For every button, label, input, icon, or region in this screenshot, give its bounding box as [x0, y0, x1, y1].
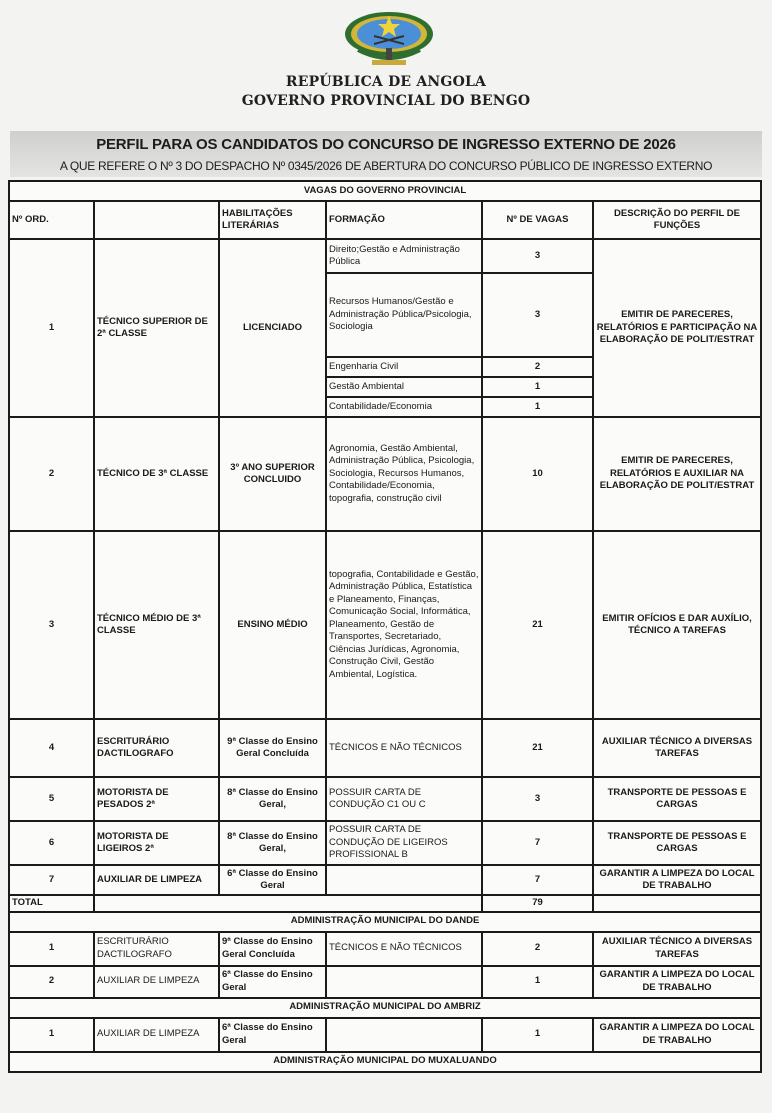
section-title: ADMINISTRAÇÃO MUNICIPAL DO AMBRIZ — [9, 998, 761, 1018]
row-habilitacoes: 8ª Classe do Ensino Geral, — [219, 777, 326, 821]
row-descricao: AUXILIAR TÉCNICO A DIVERSAS TAREFAS — [593, 719, 761, 777]
col-header-ord: Nº ORD. — [9, 201, 94, 239]
row-descricao: TRANSPORTE DE PESSOAS E CARGAS — [593, 821, 761, 865]
row-descricao: TRANSPORTE DE PESSOAS E CARGAS — [593, 777, 761, 821]
row-formacao: Gestão Ambiental — [326, 377, 482, 397]
row-categoria: TÉCNICO MÉDIO DE 3ª CLASSE — [94, 531, 219, 719]
section-header-provincial — [9, 181, 761, 201]
table-row — [9, 777, 761, 821]
row-formacao — [326, 1018, 482, 1052]
row-vagas: 21 — [482, 531, 593, 719]
total-empty — [593, 895, 761, 912]
document-title: PERFIL PARA OS CANDIDATOS DO CONCURSO DE INGRESSO EXTERNO DE 2026 — [96, 136, 676, 153]
row-vagas: 1 — [482, 966, 593, 998]
row-vagas: 7 — [482, 821, 593, 865]
row-vagas: 3 — [482, 777, 593, 821]
row-categoria: AUXILIAR DE LIMPEZA — [94, 966, 219, 998]
col-header-descricao: DESCRIÇÃO DO PERFIL DE FUNÇÕES — [593, 201, 761, 239]
row-vagas: 1 — [482, 1018, 593, 1052]
row-formacao: POSSUIR CARTA DE CONDUÇÃO C1 OU C — [326, 777, 482, 821]
table-row — [9, 417, 761, 531]
col-header-habilitacoes: HABILITAÇÕES LITERÁRIAS — [219, 201, 326, 239]
row-ord: 7 — [9, 865, 94, 895]
row-ord: 2 — [9, 417, 94, 531]
total-value: 79 — [482, 895, 593, 912]
section-title: VAGAS DO GOVERNO PROVINCIAL — [9, 181, 761, 201]
row-formacao: TÉCNICOS E NÃO TÉCNICOS — [326, 932, 482, 966]
government-name: GOVERNO PROVINCIAL DO BENGO — [241, 93, 531, 109]
row-categoria: TÉCNICO DE 3ª CLASSE — [94, 417, 219, 531]
row-habilitacoes: LICENCIADO — [219, 239, 326, 417]
row-habilitacoes: 3º ANO SUPERIOR CONCLUIDO — [219, 417, 326, 531]
row-formacao — [326, 966, 482, 998]
row-descricao: AUXILIAR TÉCNICO A DIVERSAS TAREFAS — [593, 932, 761, 966]
country-name: REPÚBLICA DE ANGOLA — [285, 74, 487, 90]
total-label: TOTAL — [9, 895, 94, 912]
row-descricao: GARANTIR A LIMPEZA DO LOCAL DE TRABALHO — [593, 1018, 761, 1052]
row-vagas: 21 — [482, 719, 593, 777]
row-ord: 4 — [9, 719, 94, 777]
column-header-row — [9, 201, 761, 239]
col-header-formacao: FORMAÇÃO — [326, 201, 482, 239]
col-header-categoria — [94, 201, 219, 239]
row-ord: 1 — [9, 239, 94, 417]
total-row — [9, 895, 761, 912]
row-vagas: 1 — [482, 377, 593, 397]
row-habilitacoes: 8ª Classe do Ensino Geral, — [219, 821, 326, 865]
row-vagas: 2 — [482, 357, 593, 377]
row-ord: 5 — [9, 777, 94, 821]
row-ord: 2 — [9, 966, 94, 998]
total-spacer — [94, 895, 482, 912]
row-descricao: GARANTIR A LIMPEZA DO LOCAL DE TRABALHO — [593, 966, 761, 998]
section-header-muxaluando — [9, 1052, 761, 1072]
row-vagas: 7 — [482, 865, 593, 895]
table-row — [9, 865, 761, 895]
row-categoria: MOTORISTA DE PESADOS 2ª — [94, 777, 219, 821]
row-ord: 3 — [9, 531, 94, 719]
table-row — [9, 821, 761, 865]
row-formacao: POSSUIR CARTA DE CONDUÇÃO DE LIGEIROS PROFISSIONAL B — [326, 821, 482, 865]
candidate-profile-table — [8, 180, 762, 1073]
row-categoria: ESCRITURÁRIO DACTILOGRAFO — [94, 932, 219, 966]
row-habilitacoes: 9ª Classe do Ensino Geral Concluída — [219, 932, 326, 966]
row-formacao: topografia, Contabilidade e Gestão, Administração Pública, Estatística e Planeamento, Finanças, Comunicação Social, Informática, Planeamento, Gestão de Transportes, Secretariado, Ciências Jurídicas, Agronomia, Construção Civil, Gestão Ambiental, Logística. — [326, 531, 482, 719]
row-vagas: 3 — [482, 273, 593, 357]
document-subtitle: A QUE REFERE O Nº 3 DO DESPACHO Nº 0345/2026 DE ABERTURA DO CONCURSO PÚBLICO DE INGRESSO EXTERNO — [59, 159, 713, 173]
row-formacao — [326, 865, 482, 895]
row-habilitacoes: 9ª Classe do Ensino Geral Concluída — [219, 719, 326, 777]
row-ord: 1 — [9, 1018, 94, 1052]
row-formacao: Agronomia, Gestão Ambiental, Administração Pública, Psicologia, Sociologia, Recursos Humanos, Contabilidade/Economia, topografia, construção civil — [326, 417, 482, 531]
table-row — [9, 966, 761, 998]
row-vagas: 2 — [482, 932, 593, 966]
row-formacao: Engenharia Civil — [326, 357, 482, 377]
row-categoria: MOTORISTA DE LIGEIROS 2ª — [94, 821, 219, 865]
table-row — [9, 531, 761, 719]
section-title: ADMINISTRAÇÃO MUNICIPAL DO MUXALUANDO — [9, 1052, 761, 1072]
row-descricao: EMITIR OFÍCIOS E DAR AUXÍLIO, TÉCNICO A TAREFAS — [593, 531, 761, 719]
section-header-ambriz — [9, 998, 761, 1018]
table-row — [9, 932, 761, 966]
row-categoria: AUXILIAR DE LIMPEZA — [94, 865, 219, 895]
row-habilitacoes: 6ª Classe do Ensino Geral — [219, 966, 326, 998]
section-title: ADMINISTRAÇÃO MUNICIPAL DO DANDE — [9, 912, 761, 932]
row-categoria: TÉCNICO SUPERIOR DE 2ª CLASSE — [94, 239, 219, 417]
row-ord: 1 — [9, 932, 94, 966]
row-habilitacoes: 6ª Classe do Ensino Geral — [219, 865, 326, 895]
row-formacao: Direito;Gestão e Administração Pública — [326, 239, 482, 273]
table-row — [9, 1018, 761, 1052]
row-descricao: EMITIR DE PARECERES, RELATÓRIOS E AUXILIAR NA ELABORAÇÃO DE POLIT/ESTRAT — [593, 417, 761, 531]
section-header-dande — [9, 912, 761, 932]
row-habilitacoes: ENSINO MÉDIO — [219, 531, 326, 719]
angola-coat-of-arms-icon — [338, 8, 440, 70]
row-categoria: AUXILIAR DE LIMPEZA — [94, 1018, 219, 1052]
col-header-vagas: Nº DE VAGAS — [482, 201, 593, 239]
row-formacao: Recursos Humanos/Gestão e Administração Pública/Psicologia, Sociologia — [326, 273, 482, 357]
row-ord: 6 — [9, 821, 94, 865]
row-formacao: TÉCNICOS E NÃO TÉCNICOS — [326, 719, 482, 777]
row-formacao: Contabilidade/Economia — [326, 397, 482, 417]
row-descricao: EMITIR DE PARECERES, RELATÓRIOS E PARTICIPAÇÃO NA ELABORAÇÃO DE POLIT/ESTRAT — [593, 239, 761, 417]
table-row — [9, 719, 761, 777]
table-row — [9, 239, 761, 273]
row-descricao: GARANTIR A LIMPEZA DO LOCAL DE TRABALHO — [593, 865, 761, 895]
row-categoria: ESCRITURÁRIO DACTILOGRAFO — [94, 719, 219, 777]
row-habilitacoes: 6ª Classe do Ensino Geral — [219, 1018, 326, 1052]
row-vagas: 1 — [482, 397, 593, 417]
row-vagas: 3 — [482, 239, 593, 273]
row-vagas: 10 — [482, 417, 593, 531]
